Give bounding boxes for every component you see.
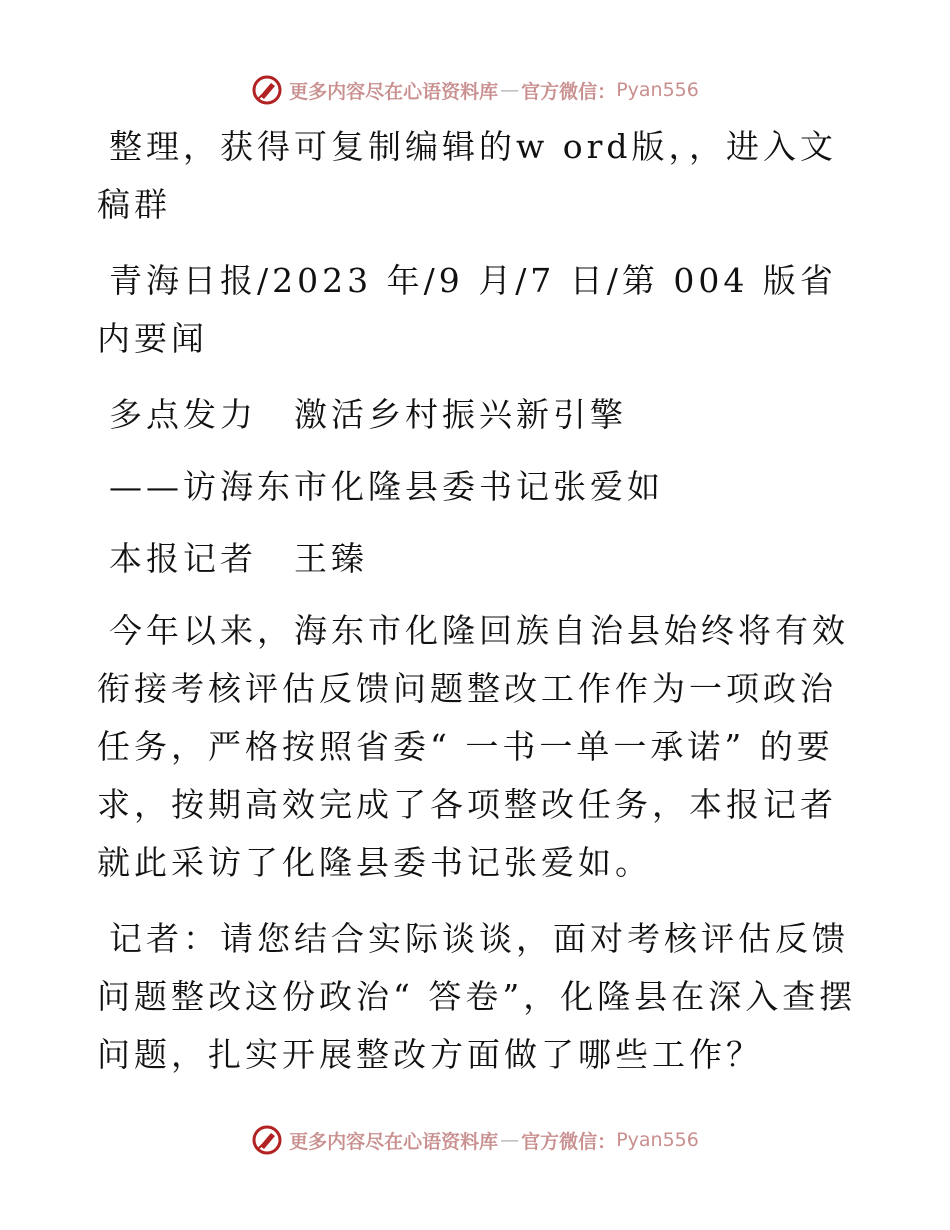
red-brush-logo-icon <box>251 1124 283 1156</box>
article-subtitle: ——访海东市化隆县委书记张爱如 <box>109 467 664 506</box>
footer-watermark <box>0 1120 950 1160</box>
watermark-wechat-label: 官方微信： <box>521 1130 617 1153</box>
watermark-wechat-label: 官方微信： <box>521 80 617 103</box>
source-line: 青海日报/2023 年/9 月/7 日/第 004 版省内要闻 <box>97 261 837 358</box>
intro-note: 整理，获得可复制编辑的w ord版，，进入文稿群 <box>97 127 838 224</box>
watermark-site-text: 更多内容尽在心语资料库 <box>289 1130 499 1153</box>
watermark-site-text: 更多内容尽在心语资料库 <box>289 80 499 103</box>
watermark-dash: — <box>500 1129 520 1151</box>
red-brush-logo-icon <box>251 74 283 106</box>
body-paragraph: 今年以来，海东市化隆回族自治县始终将有效衔接考核评估反馈问题整改工作作为一项政治任务，严格按照省委“ 一书一单一承诺” 的要求，按期高效完成了各项整改任务，本报记者就此采访了化隆县委书记张爱如。 <box>97 611 849 882</box>
article-title: 多点发力 激活乡村振兴新引擎 <box>109 395 627 434</box>
watermark-dash: — <box>500 79 520 101</box>
header-watermark <box>0 70 950 110</box>
question-paragraph: 记者：请您结合实际谈谈，面对考核评估反馈问题整改这份政治“ 答卷”，化隆县在深入查摆问题，扎实开展整改方面做了哪些工作？ <box>97 919 857 1074</box>
watermark-wechat-id: Pyan556 <box>616 79 699 101</box>
byline: 本报记者 王臻 <box>109 539 368 578</box>
watermark-wechat-id: Pyan556 <box>616 1129 699 1151</box>
document-body <box>97 118 857 1102</box>
